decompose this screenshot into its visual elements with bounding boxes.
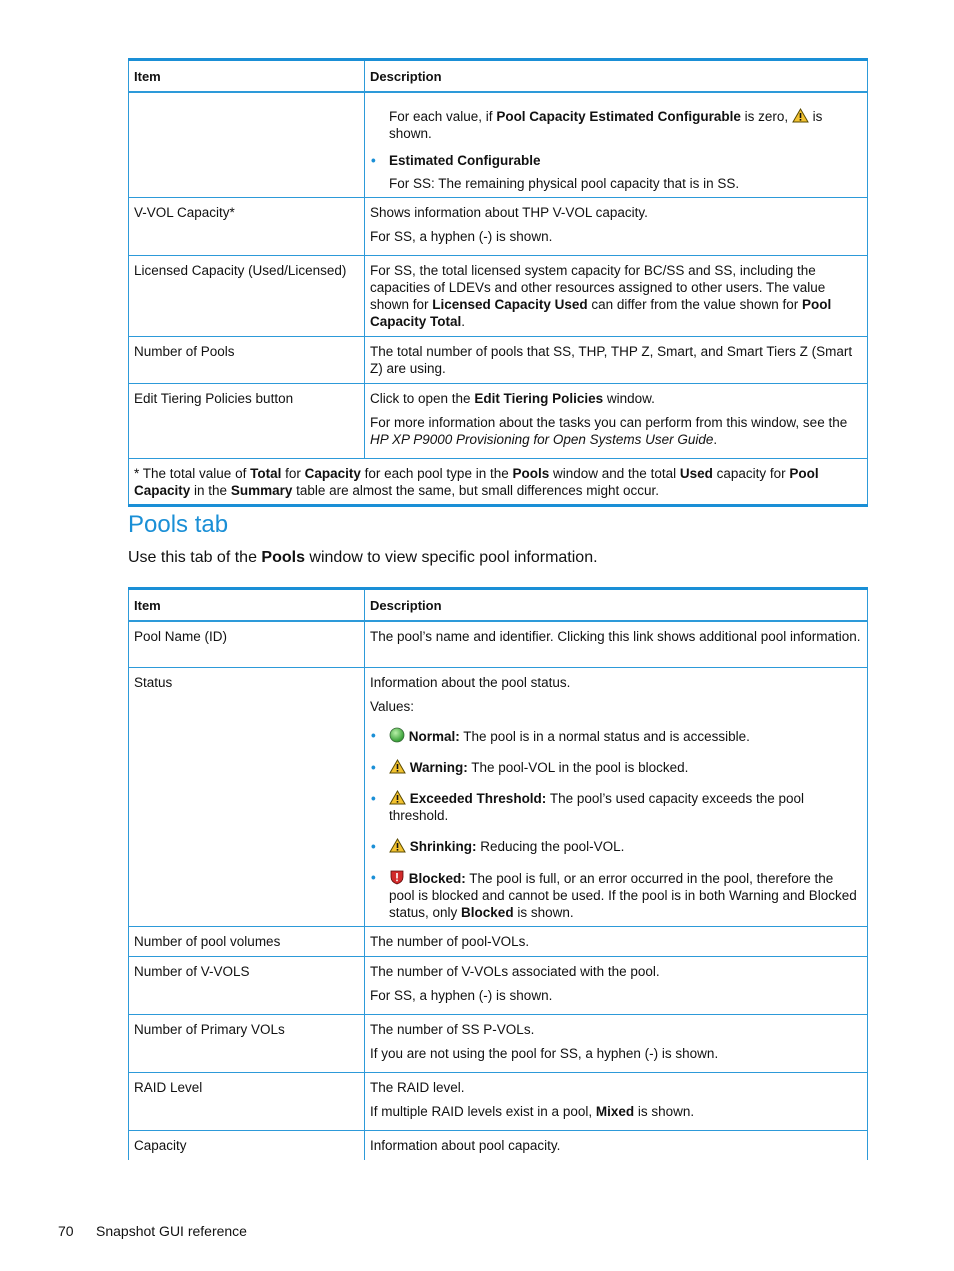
table-footnote: * The total value of Total for Capacity for each pool type in the Pools window and the total Used capacity for Pool Capacity in the Summary table are almost the same, but small differences might occur. — [129, 459, 868, 506]
item-cell: Number of V-VOLS — [129, 956, 365, 1014]
description-cell — [365, 92, 868, 198]
item-cell: Number of Primary VOLs — [129, 1014, 365, 1072]
item-cell: V-VOL Capacity* — [129, 198, 365, 256]
bullet-icon: • — [371, 838, 376, 854]
item-cell: Status — [129, 667, 365, 926]
description-cell: Shows information about THP V-VOL capacity. For SS, a hyphen (-) is shown. — [365, 198, 868, 256]
bullet-icon: • — [371, 153, 376, 168]
description-cell: The number of SS P-VOLs. If you are not using the pool for SS, a hyphen (-) is shown. — [365, 1014, 868, 1072]
item-cell: Edit Tiering Policies button — [129, 384, 365, 459]
description-cell: For SS, the total licensed system capacity for BC/SS and SS, including the capacities of LDEVs and other resources assigned to other users. The value shown for Licensed Capacity Used can differ from the value shown for Pool Capacity Total. — [365, 256, 868, 337]
table-row — [129, 384, 868, 459]
header-item: Item — [129, 60, 365, 93]
continued-table — [128, 58, 868, 507]
description-cell: Click to open the Edit Tiering Policies window. For more information about the tasks you can perform from this window, see the HP XP P9000 Provisioning for Open Systems User Guide. — [365, 384, 868, 459]
list-item: • Shrinking: Reducing the pool-VOL. — [371, 838, 625, 854]
description-cell: The number of V-VOLs associated with the pool. For SS, a hyphen (-) is shown. — [365, 956, 868, 1014]
status-values-list — [370, 727, 862, 921]
blocked-icon — [389, 869, 405, 885]
item-cell: Number of Pools — [129, 337, 365, 384]
item-cell-empty — [129, 92, 365, 198]
description-cell: Information about the pool status. Values: • Normal: The pool is in a normal status and is accessible. • Warning: The pool-VOL in the pool is blocked. • Exceeded Threshold: The pool’s used capacity exceeds the pool threshold. • Shrinking: Reducing the pool-VOL. • Blocked: The pool is full, or an error occurred in the pool, therefore the pool is blocked and cannot be used. If the pool is in both Warning and Blocked status, only Blocked is shown. — [365, 667, 868, 926]
list-item: • Warning: The pool-VOL in the pool is blocked. — [371, 759, 689, 775]
bullet-icon: • — [371, 759, 376, 775]
item-cell: Capacity — [129, 1130, 365, 1160]
warning-icon — [389, 790, 406, 805]
header-description: Description — [365, 589, 868, 622]
table-row — [129, 256, 868, 337]
description-cell: The pool’s name and identifier. Clicking this link shows additional pool information. — [365, 621, 868, 667]
table-row — [129, 926, 868, 956]
table-row — [129, 621, 868, 667]
table-row — [129, 337, 868, 384]
bullet-list — [370, 152, 862, 192]
list-item: • Normal: The pool is in a normal status and is accessible. — [371, 727, 750, 744]
table-row — [129, 956, 868, 1014]
list-item: • Estimated Configurable For SS: The remaining physical pool capacity that is in SS. — [371, 153, 740, 191]
bullet-icon: • — [371, 727, 376, 743]
table-header-row — [129, 60, 868, 93]
description-cell: The RAID level. If multiple RAID levels exist in a pool, Mixed is shown. — [365, 1072, 868, 1130]
header-description: Description — [365, 60, 868, 93]
description-cell: The total number of pools that SS, THP, THP Z, Smart, and Smart Tiers Z (Smart Z) are using. — [365, 337, 868, 384]
table-header-row — [129, 589, 868, 622]
table-row — [129, 1130, 868, 1160]
table-row — [129, 1014, 868, 1072]
estimated-configurable-zero-note: For each value, if Pool Capacity Estimated Configurable is zero, is shown. — [389, 109, 823, 141]
table-row — [129, 198, 868, 256]
page-number: 70 — [58, 1223, 74, 1239]
footer-section-title: Snapshot GUI reference — [96, 1223, 247, 1239]
table-row — [129, 92, 868, 198]
description-cell: The number of pool-VOLs. — [365, 926, 868, 956]
normal-status-icon — [389, 727, 405, 743]
warning-icon — [389, 838, 406, 853]
warning-icon — [792, 108, 809, 123]
warning-icon — [389, 759, 406, 774]
section-intro: Use this tab of the Pools window to view specific pool information. — [128, 549, 598, 566]
item-cell: Licensed Capacity (Used/Licensed) — [129, 256, 365, 337]
item-cell: RAID Level — [129, 1072, 365, 1130]
table-row — [129, 667, 868, 926]
bullet-icon: • — [371, 869, 376, 885]
page-footer — [58, 1222, 247, 1240]
header-item: Item — [129, 589, 365, 622]
pools-tab-table — [128, 587, 868, 1160]
bullet-icon: • — [371, 790, 376, 806]
item-cell: Number of pool volumes — [129, 926, 365, 956]
section-title: Pools tab — [128, 511, 229, 538]
list-item: • Exceeded Threshold: The pool’s used capacity exceeds the pool threshold. — [371, 790, 804, 823]
table-row — [129, 1072, 868, 1130]
footnote-row — [129, 459, 868, 506]
item-cell: Pool Name (ID) — [129, 621, 365, 667]
list-item: • Blocked: The pool is full, or an error occurred in the pool, therefore the pool is blocked and cannot be used. If the pool is in both Warning and Blocked status, only Blocked is shown. — [371, 869, 857, 920]
description-cell: Information about pool capacity. — [365, 1130, 868, 1160]
